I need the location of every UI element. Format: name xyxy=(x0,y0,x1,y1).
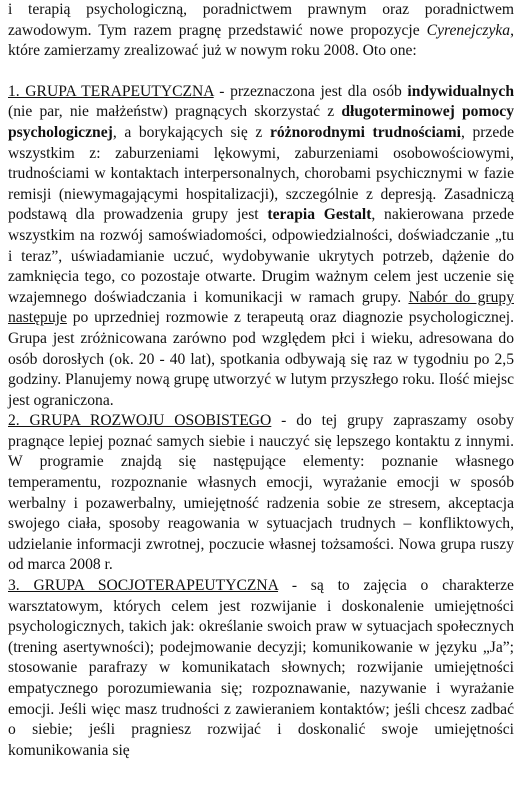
intro-italic-name: Cyrenejczyka xyxy=(426,21,511,39)
section-1-heading: 1. GRUPA TERAPEUTYCZNA xyxy=(8,82,214,100)
section-1-text-2: (nie par, nie małżeństw) pragnących skorzystać z xyxy=(8,103,342,121)
section-1-bold-1: indywidualnych xyxy=(407,82,515,100)
intro-paragraph xyxy=(8,0,514,62)
section-1-text-6: po uprzedniej rozmowie z terapeutą oraz diagnozie psychologicznej. Grupa jest zróżnicowana zarówno pod względem płci i wieku, adresowana do osób dorosłych (ok. 20 - 40 lat), spotkania odbywają się raz w tygodniu po 2,5 godziny. Planujemy nową grupę utworzyć w lutym przyszłego roku. Ilość miejsc jest ograniczona. xyxy=(8,309,514,409)
section-3-text-1: - są to zajęcia o charakterze warsztatowym, których celem jest rozwijanie i doskonalenie umiejętności psychologicznych, takich jak: określanie swoich praw w sytuacjach społecznych (trening asertywności); podejmowanie decyzji; komunikowanie w języku „Ja”; stosowanie parafrazy w komunikatach słownych; rozwijanie umiejętności empatycznego porozumiewania się; rozpoznawanie, nazywanie i wyrażanie emocji. Jeśli więc masz trudności z zawieraniem kontaktów; jeśli chcesz zadbać o siebie; jeśli pragniesz rozwijać i doskonalić swoje umiejętności komunikowania się xyxy=(8,577,514,759)
section-1-paragraph xyxy=(8,82,514,412)
intro-text-2: , które zamierzamy zrealizować już w nowym roku 2008. Oto one: xyxy=(8,21,514,60)
section-1-text-4: , przede wszystkim z: zaburzeniami lękowymi, zaburzeniami osobowościowymi, trudnościami w kontaktach interpersonalnych, chorobami psychicznymi w fazie remisji (niewymagającymi hospitalizacji), szczególnie z depresją. Zasadniczą podstawą dla prowadzenia grupy jest xyxy=(8,123,514,224)
section-1-bold-2: długoterminowej pomocy psychologicznej xyxy=(8,103,514,141)
section-1-text-3: , a borykających się z xyxy=(112,123,270,141)
section-1-underlined: Nabór do grupy następuje xyxy=(8,288,514,327)
section-2-text-1: - do tej grupy zapraszamy osoby pragnące lepiej poznać samych siebie i nauczyć się lepszego kontaktu z innymi. W programie znajdą się następujące elementy: poznanie własnego temperamentu, rozpoznanie własnych emocji, wyrażanie emocji w sposób werbalny i pozawerbalny, umiejętność radzenia sobie ze stresem, akceptacja swojego ciała, sposoby reagowania w sytuacjach trudnych – konfliktowych, udzielanie informacji zwrotnej, poczucie własnej tożsamości. Nowa grupa ruszy od marca 2008 r. xyxy=(8,412,514,574)
section-2-paragraph xyxy=(8,411,514,576)
section-3-heading: 3. GRUPA SOCJOTERAPEUTYCZNA xyxy=(8,577,279,595)
section-1-bold-4: terapia Gestalt xyxy=(267,206,372,224)
section-1-bold-3: różnorodnymi trudnościami xyxy=(269,123,461,141)
section-3-paragraph xyxy=(8,576,514,761)
section-2-heading: 2. GRUPA ROZWOJU OSOBISTEGO xyxy=(8,412,272,430)
intro-text-1: i terapią psychologiczną, poradnictwem prawnym oraz poradnictwem zawodowym. Tym razem pragnę przedstawić nowe propozycje xyxy=(8,1,514,39)
section-1-text-1: - przeznaczona jest dla osób xyxy=(213,82,408,100)
section-1-text-5: , nakierowana przede wszystkim na rozwój samoświadomości, odpowiedzialności, doświadczanie „tu i teraz”, uświadamianie uczuć, wydobywanie ukrytych potrzeb, dążenie do zamknięcia tego, co pozostaje otwarte. Drugim ważnym celem jest uczenie się wzajemnego doświadczania i komunikacji w ramach grupy. xyxy=(8,206,514,306)
paragraph-gap xyxy=(8,62,514,82)
document-body xyxy=(8,0,514,761)
